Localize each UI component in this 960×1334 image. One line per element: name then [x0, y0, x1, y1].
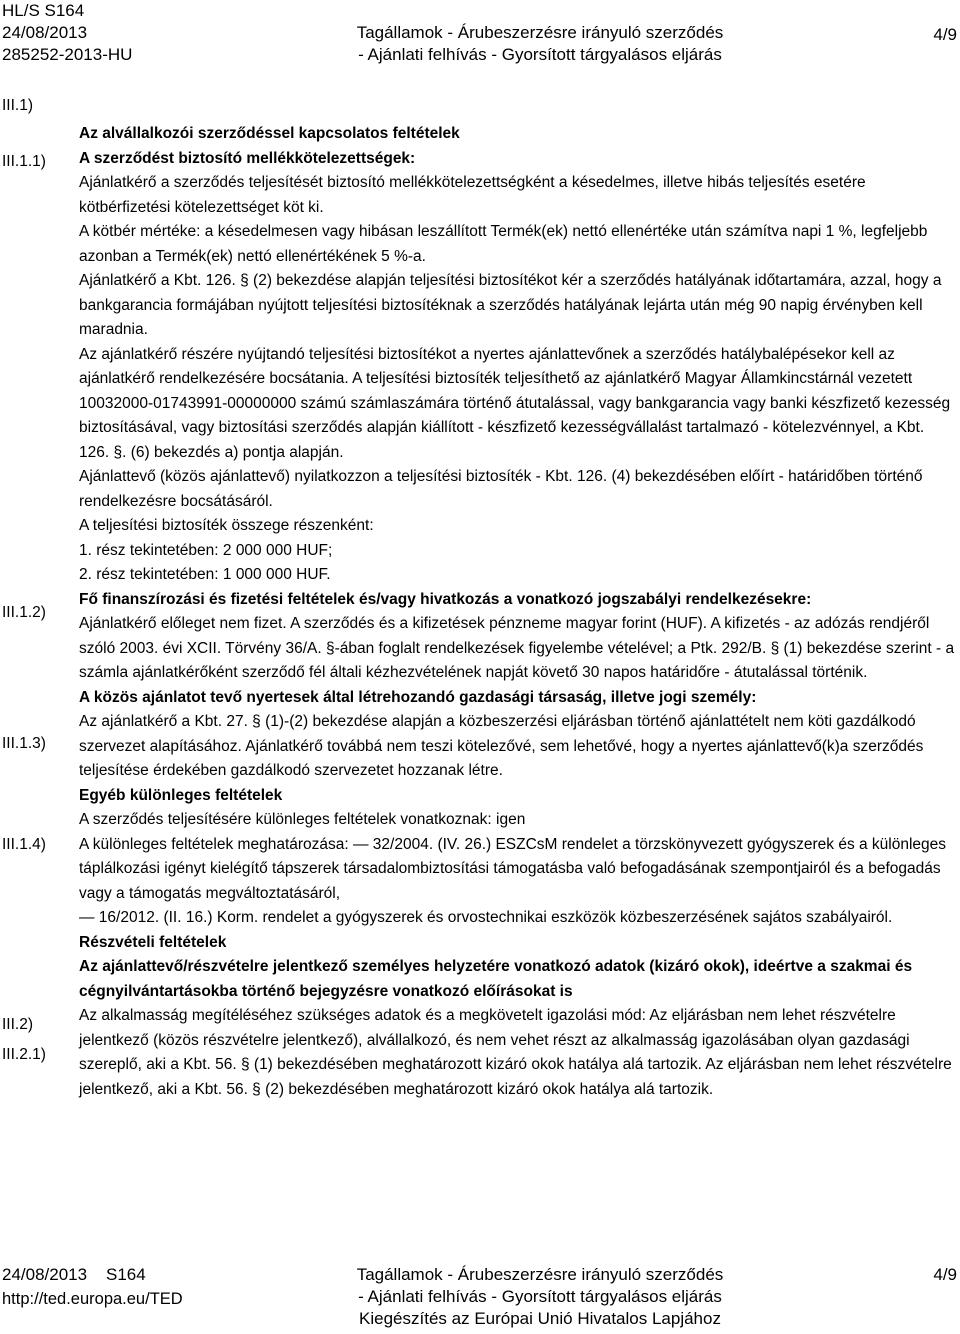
- header-meta: [2, 0, 132, 66]
- heading-exclusion-grounds: Az ajánlattevő/részvételre jelentkező személyes helyzetére vonatkozó adatok (kizáró okok), ideértve a szakmai és cégnyilvántartásokba történő bejegyzésre vonatkozó előírásokat is: [79, 958, 913, 1000]
- paragraph-legal-form: Az ajánlatkérő a Kbt. 27. § (1)-(2) bekezdése alapján a közbeszerzési eljárásban történő ajánlattételt nem köti gazdálkodó szervezet alapításához. Ajánlatkérő továbbá nem teszi kötelezővé, sem lehetővé, hogy a nyertes ajánlattevő(k)a szerződés teljesítése érdekében gazdálkodó szervezetet hozzanak létre.: [79, 713, 924, 779]
- paragraph-bidder-declaration: Ajánlattevő (közös ajánlattevő) nyilatkozzon a teljesítési biztosíték - Kbt. 126. (4) bekezdésében előírt - határidőben történő rendelkezésre bocsátásáról.: [79, 468, 923, 510]
- header-date: 24/08/2013: [2, 23, 88, 42]
- header-ref: 285252-2013-HU: [2, 45, 133, 64]
- section-number-iii-2-1: III.2.1): [2, 1046, 46, 1063]
- section-number-iii-1-1: III.1.1): [2, 153, 46, 170]
- footer-title-line3: Kiegészítés az Európai Unió Hivatalos Lapjához: [359, 1309, 721, 1328]
- paragraph-performance-guarantee: Ajánlatkérő a Kbt. 126. § (2) bekezdése alapján teljesítési biztosítékot kér a szerződés hatályának időtartamára, azzal, hogy a bankgarancia formájában nyújtott teljesítési biztosítéknak a szerződés hatályának lejárta után még 90 napig érvényben kell maradnia.: [79, 272, 942, 338]
- heading-financing: Fő finanszírozási és fizetési feltételek és/vagy hivatkozás a vonatkozó jogszabályi rendelkezésekre:: [79, 590, 812, 608]
- paragraph-penalty-rate: A kötbér mértéke: a késedelmesen vagy hibásan leszállított Termék(ek) nettó ellenértéke után számítva napi 1 %, legfeljebb azonban a Termék(ek) nettó ellenértékének 5 %-a.: [79, 223, 928, 265]
- paragraph-special-conditions-flag: A szerződés teljesítésére különleges feltételek vonatkoznak: igen: [79, 811, 526, 828]
- footer-title-line2: - Ajánlati felhívás - Gyorsított tárgyalásos eljárás: [358, 1287, 722, 1306]
- footer-page-number: 4/9: [933, 1265, 957, 1284]
- footer-date: 24/08/2013: [2, 1265, 88, 1284]
- section-number-iii-1-2: III.1.2): [2, 604, 46, 621]
- section-number-iii-1: III.1): [2, 97, 34, 114]
- paragraph-exclusion-grounds: Az alkalmasság megítéléséhez szükséges adatok és a megkövetelt igazolási mód: Az eljárásban nem lehet részvételre jelentkező (közös részvételre jelentkező), alvállalkozó, és nem vehet részt az alkalmasság igazolásában olyan gazdasági szereplő, aki a Kbt. 56. § (1) bekezdésében meghatározott kizáró okok hatálya alá tartozik. Az eljárásban nem lehet részvételre jelentkező, aki a Kbt. 56. § (2) bekezdésében meghatározott kizáró okok hatálya alá tartozik.: [79, 1007, 952, 1098]
- section-number-iii-1-3: III.1.3): [2, 735, 46, 752]
- paragraph-payment-terms: Ajánlatkérő előleget nem fizet. A szerződés és a kifizetések pénzneme magyar forint (HUF). A kifizetés - az adózás rendjéről szóló 2003. évi XCII. Törvény 36/A. §-ában foglalt rendelkezések figyelembe vételével; a Ptk. 292/B. § (1) bekezdése szerint - a számla ajánlatkérőként szerződő fél általi kézhezvételének napját követő 30 napos határidőre - átutalással történik.: [79, 615, 955, 681]
- paragraph-lot-2-amount: 2. rész tekintetében: 1 000 000 HUF.: [79, 566, 331, 583]
- footer-url[interactable]: http://ted.europa.eu/TED: [2, 1290, 183, 1308]
- header-page-number: 4/9: [933, 25, 957, 44]
- paragraph-special-conditions-def: A különleges feltételek meghatározása: — 32/2004. (IV. 26.) ESZCsM rendelet a törzskönyvezett gyógyszerek és a különleges táplálkozási igényt kielégítő tápszerek társadalombiztosítási támogatásba való befogadásának szempontjairól és a befogadás vagy a támogatás megváltoztatásáról,: [79, 835, 947, 902]
- header-title: [340, 2, 740, 66]
- header-title-line2: - Ajánlati felhívás - Gyorsított tárgyalásos eljárás: [358, 45, 722, 64]
- heading-legal-form: A közös ajánlatot tevő nyertesek által létrehozandó gazdasági társaság, illetve jogi személy:: [79, 688, 757, 706]
- section-number-iii-1-4: III.1.4): [2, 836, 46, 853]
- heading-subcontracting: Az alvállalkozói szerződéssel kapcsolatos feltételek: [79, 125, 460, 142]
- paragraph-special-conditions-decree: — 16/2012. (II. 16.) Korm. rendelet a gyógyszerek és orvostechnikai eszközök közbeszerzésének sajátos szabályairól.: [79, 909, 893, 926]
- paragraph-guarantee-amounts-intro: A teljesítési biztosíték összege részenként:: [79, 517, 374, 534]
- paragraph-penalty-clause: Ajánlatkérő a szerződés teljesítését biztosító mellékkötelezettségként a késedelmes, illetve hibás teljesítés esetére kötbérfizetési kötelezettséget köt ki.: [79, 174, 866, 216]
- heading-guarantees: A szerződést biztosító mellékkötelezettségek:: [79, 149, 416, 167]
- document-body: [79, 122, 955, 1102]
- footer-meta: [2, 1264, 183, 1310]
- heading-special-conditions: Egyéb különleges feltételek: [79, 786, 283, 804]
- footer-title-line1: Tagállamok - Árubeszerzésre irányuló szerződés: [356, 1265, 724, 1284]
- paragraph-guarantee-provision: Az ajánlatkérő részére nyújtandó teljesítési biztosítékot a nyertes ajánlattevőnek a szerződés hatálybalépésekor kell az ajánlatkérő rendelkezésére bocsátania. A teljesítési biztosíték teljesíthető az ajánlatkérő Magyar Államkincstárnál vezetett 10032000-01743991-00000000 számú számlaszámára történő átutalással, vagy bankgarancia vagy banki készfizető kezesség biztosításával, vagy biztosítási szerződés alapján kiállított - készfizető kezességvállalást tartalmazó - kötelezvénnyel, a Kbt. 126. §. (6) bekezdés a) pontja alapján.: [79, 345, 951, 461]
- footer-series: S164: [106, 1265, 146, 1284]
- doc-id: HL/S S164: [2, 1, 85, 20]
- header-title-line1: Tagállamok - Árubeszerzésre irányuló szerződés: [356, 23, 724, 42]
- footer-title: [300, 1264, 780, 1330]
- paragraph-lot-1-amount: 1. rész tekintetében: 2 000 000 HUF;: [79, 541, 333, 559]
- section-number-iii-2: III.2): [2, 1016, 34, 1033]
- heading-participation: Részvételi feltételek: [79, 933, 227, 951]
